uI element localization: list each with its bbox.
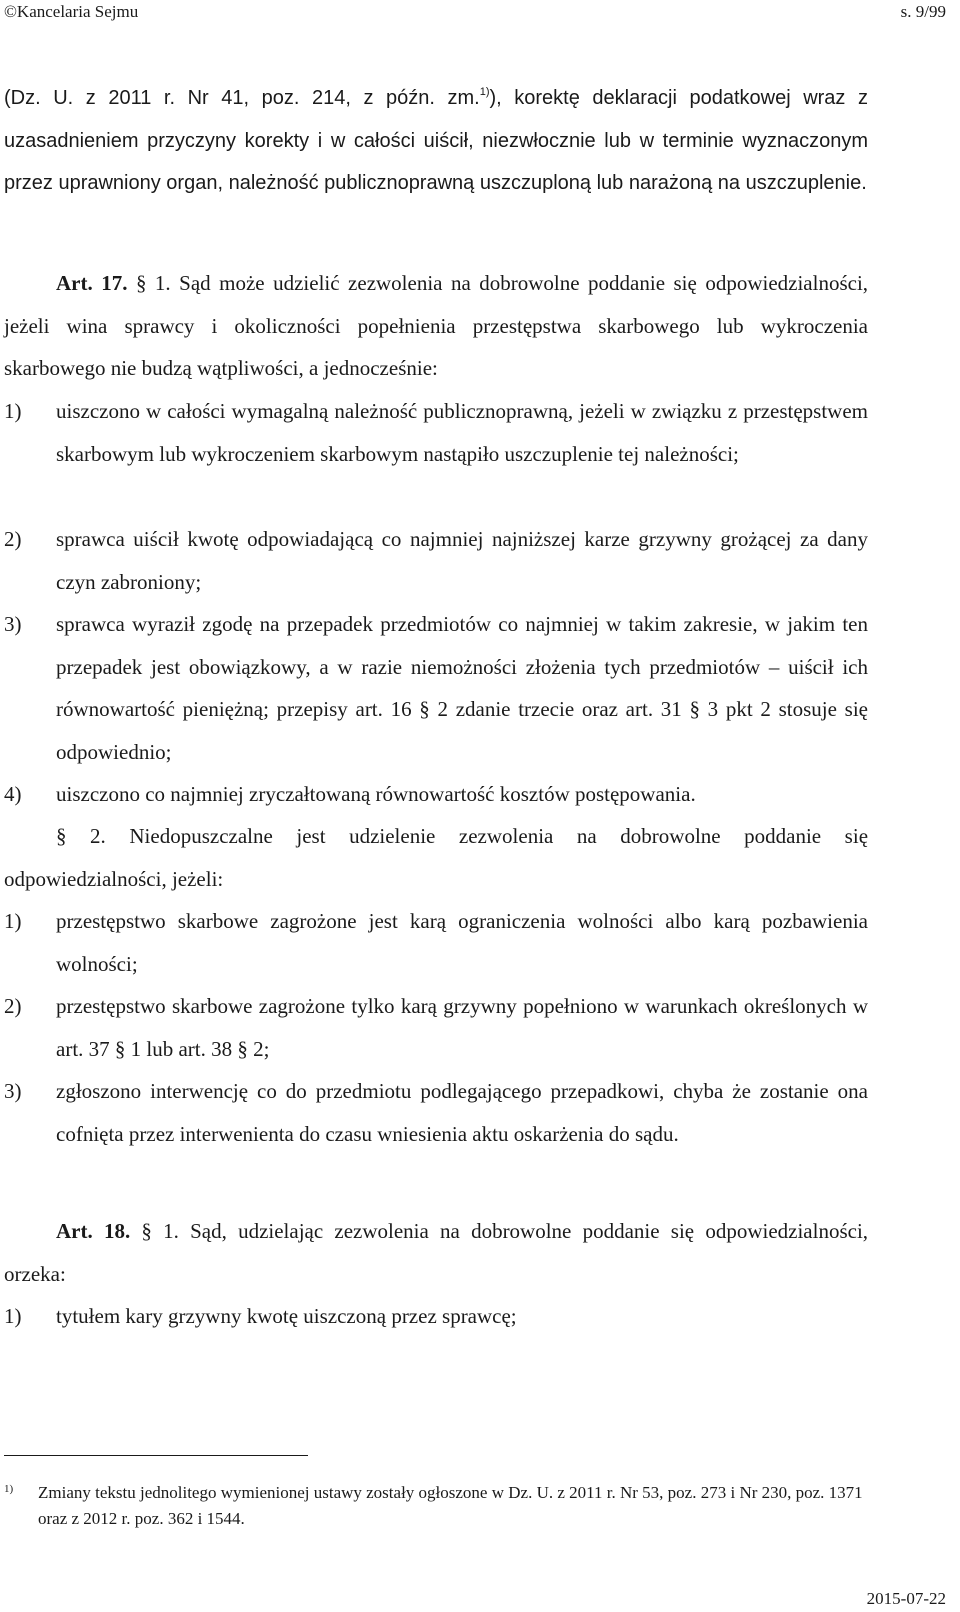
art17-s1-item-4: [4, 773, 868, 816]
item-text: przestępstwo skarbowe zagrożone jest karą ograniczenia wolności albo karą pozbawienia wolności;: [56, 909, 868, 976]
art17-s2-item-2: [4, 985, 868, 1070]
intro-line1-a: (Dz. U. z 2011 r. Nr 41, poz. 214, z późn. zm.: [4, 87, 480, 109]
art18-s1-label: § 1.: [141, 1219, 179, 1243]
item-number: 1): [4, 399, 22, 423]
art17-s2-label: § 2.: [56, 824, 106, 848]
art18-s1-text: Sąd, udzielając zezwolenia na dobrowolne poddanie się odpowiedzialności, orzeka:: [4, 1219, 869, 1286]
footnote-divider: [4, 1455, 308, 1456]
item-text: zgłoszono interwencję co do przedmiotu podlegającego przepadkowi, chyba że zostanie ona cofnięta przez interwenienta do czasu wniesienia aktu oskarżenia do sądu.: [56, 1079, 868, 1146]
header-source: ©Kancelaria Sejmu: [4, 2, 139, 21]
art17-s1-item-1: [4, 390, 868, 475]
art17-label: Art. 17.: [56, 271, 128, 295]
item-text: uiszczono w całości wymagalną należność publicznoprawną, jeżeli w związku z przestępstwem skarbowym lub wykroczeniem skarbowym nastąpiło uszczuplenie tej należności;: [56, 399, 868, 466]
item-number: 1): [4, 1304, 22, 1328]
footnote-text: Zmiany tekstu jednolitego wymienionej ustawy zostały ogłoszone w Dz. U. z 2011 r. Nr 53, poz. 273 i Nr 230, poz. 1371 oraz z 2012 r. poz. 362 i 1544.: [38, 1483, 863, 1528]
item-text: przestępstwo skarbowe zagrożone tylko karą grzywny popełniono w warunkach określonych w art. 37 § 1 lub art. 38 § 2;: [56, 994, 868, 1061]
item-number: 2): [4, 527, 22, 551]
art17-s1-item-2: [4, 518, 868, 603]
art17-s2-item-3: [4, 1070, 868, 1155]
art17-s1-text: Sąd może udzielić zezwolenia na dobrowolne poddanie się odpowiedzialności, jeżeli wina sprawcy i okoliczności popełnienia przestępstwa skarbowego lub wykroczenia skarbowego nie budzą wątpliwości, a jednocześnie:: [4, 271, 869, 380]
footnote-mark: 1): [4, 1483, 14, 1495]
intro-rest: z uzasadnieniem przyczyny korekty i w całości uiścił, niezwłocznie lub w terminie wyznaczonym przez uprawniony organ, należność publicznoprawną uszczuploną lub narażoną na uszczuplenie.: [4, 87, 868, 194]
art17-s1-label: § 1.: [135, 271, 171, 295]
art17-par2: [4, 815, 868, 900]
item-number: 3): [4, 612, 22, 636]
item-text: sprawca uiścił kwotę odpowiadającą co najmniej najniższej karze grzywny grożącej za dany czyn zabroniony;: [56, 527, 868, 594]
intro-paragraph: [4, 77, 868, 205]
art18-item-1: [4, 1295, 868, 1338]
header-page-number: s. 9/99: [900, 2, 946, 21]
footer-date: 2015-07-22: [866, 1589, 946, 1608]
art17-s2-text: Niedopuszczalne jest udzielenie zezwolenia na dobrowolne poddanie się odpowiedzialności, jeżeli:: [4, 824, 869, 891]
intro-line1-b: ), korektę deklaracji podatkowej wraz: [489, 87, 846, 109]
art18-par1: [4, 1210, 868, 1295]
art17-s2-item-1: [4, 900, 868, 985]
item-text: uiszczono co najmniej zryczałtowaną równowartość kosztów postępowania.: [56, 782, 696, 806]
item-number: 2): [4, 994, 22, 1018]
art17-s1-item-3: [4, 603, 868, 773]
art17-par1: [4, 262, 868, 390]
item-number: 3): [4, 1079, 22, 1103]
footnote: [4, 1480, 868, 1532]
item-number: 1): [4, 909, 22, 933]
item-number: 4): [4, 782, 22, 806]
art18-label: Art. 18.: [56, 1219, 131, 1243]
item-text: sprawca wyraził zgodę na przepadek przedmiotów co najmniej w takim zakresie, w jakim ten przepadek jest obowiązkowy, a w razie niemożności złożenia tych przedmiotów – uiścił ich równowartość pieniężną; przepisy art. 16 § 2 zdanie trzecie oraz art. 31 § 3 pkt 2 stosuje się odpowiednio;: [56, 612, 868, 764]
item-text: tytułem kary grzywny kwotę uiszczoną przez sprawcę;: [56, 1304, 517, 1328]
footnote-ref[interactable]: 1): [479, 86, 490, 98]
